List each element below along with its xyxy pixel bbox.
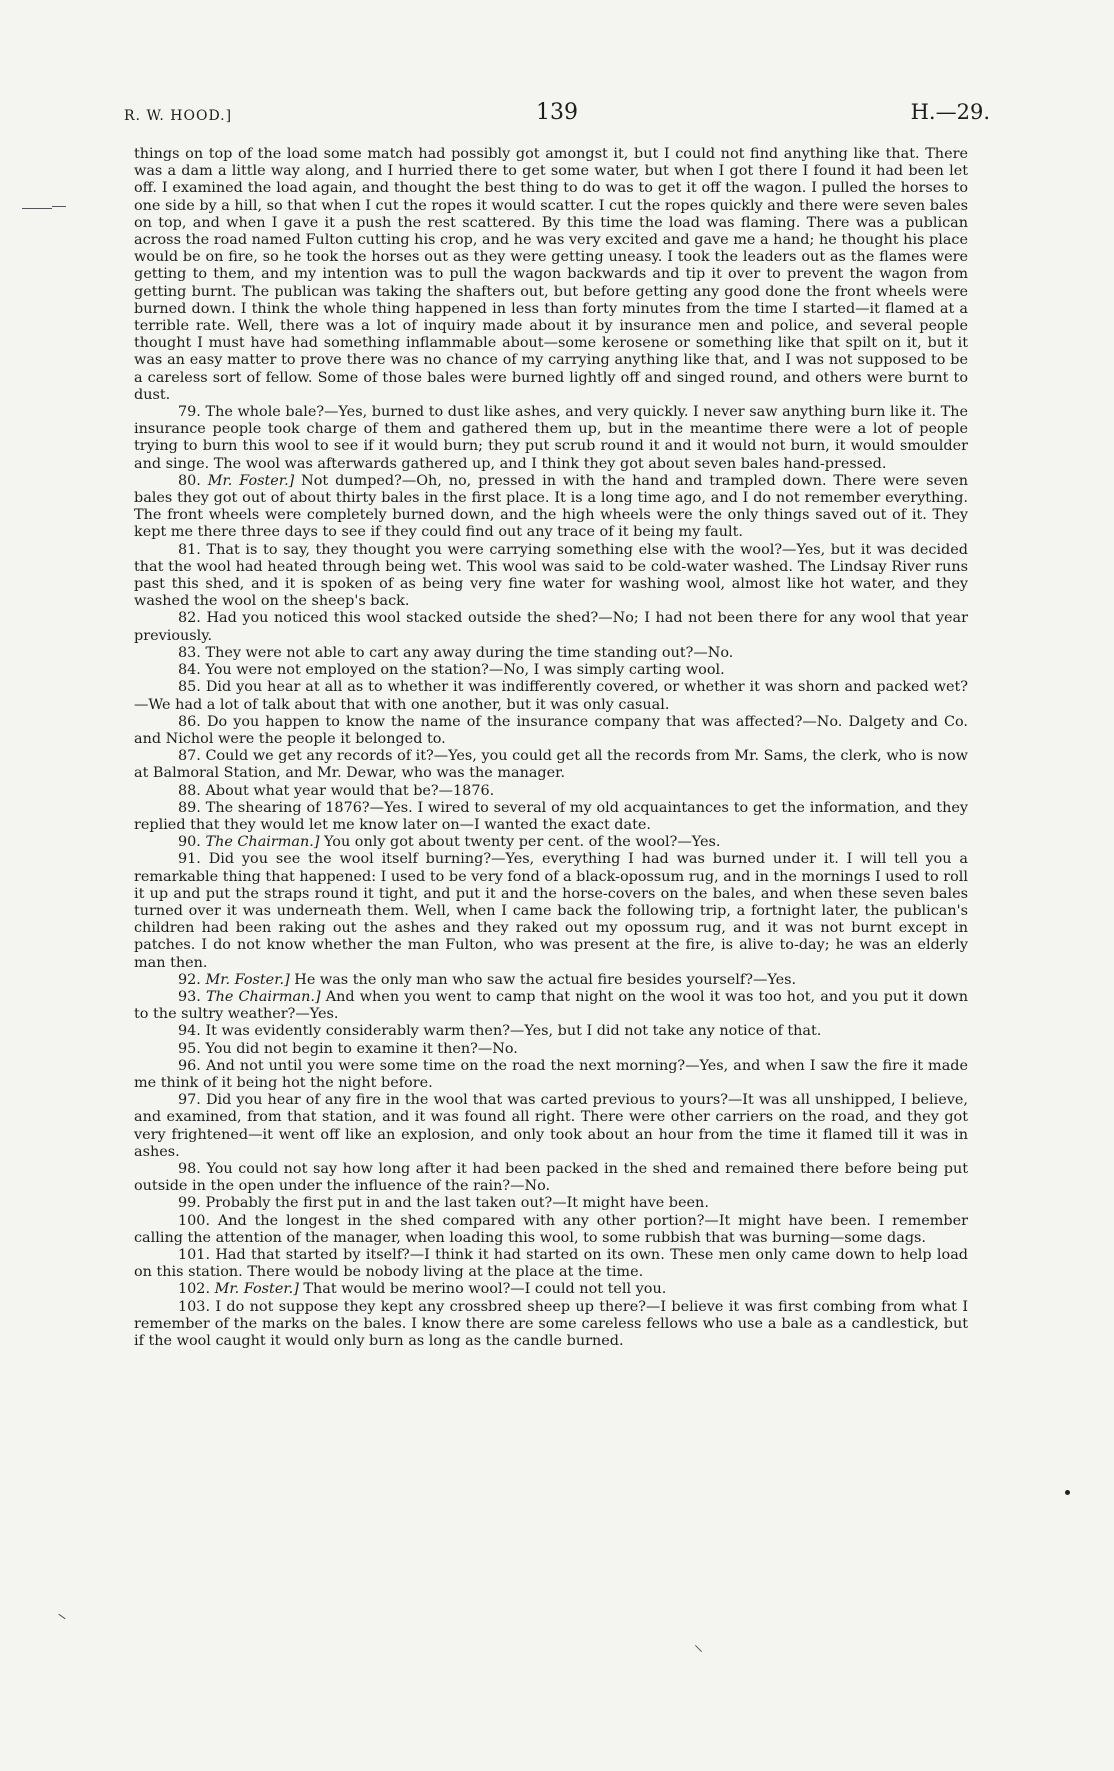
- opening-paragraph: things on top of the load some match had possibly got amongst it, but I could not find anything like that. There was a dam a little way along, and I hurried there to get some water, but when I got there I found it had been let off. I examined the load again, and thought the best thing to do was to get it off the wagon. I pulled the horses to one side by a hill, so that when I cut the ropes it would scatter. I cut the ropes quickly and there were seven bales on top, and when I gave it a push the rest scattered. By this time the load was flaming. There was a publican across the road named Fulton cutting his crop, and he was very excited and gave me a hand; he thought his place would be on fire, so he took the horses out as they were getting uneasy. I took the leaders out as the flames were getting to them, and my intention was to pull the wagon backwards and tip it over to prevent the wagon from getting burnt. The publican was taking the shafters out, but before getting any good done the front wheels were burned down. I think the whole thing happened in less than forty minutes from the time I started—it flamed at a terrible rate. Well, there was a lot of inquiry made about it by insurance men and police, and several people thought I must have had something inflammable about—some kerosene or something like that spilt on it, but it was an easy matter to prove there was no chance of my carrying anything like that, and I was not supposed to be a careless sort of fellow. Some of those bales were burned lightly off and singed round, and others were burnt to dust.: [134, 146, 968, 403]
- question-paragraph: [134, 714, 968, 748]
- speaker-label: Mr. Foster.]: [207, 472, 295, 489]
- question-number: 95.: [178, 1040, 201, 1057]
- question-number: 80.: [178, 472, 201, 489]
- question-paragraph: [134, 851, 968, 971]
- question-number: 90.: [178, 834, 201, 851]
- question-text: You could not say how long after it had been packed in the shed and remained there before being put outside in the open under the influence of the rain?—No.: [134, 1160, 968, 1195]
- speaker-label: Mr. Foster.]: [205, 971, 290, 988]
- question-number: 94.: [178, 1023, 201, 1040]
- question-paragraph: [134, 1281, 968, 1298]
- margin-mark: [22, 208, 52, 209]
- question-paragraph: [134, 679, 968, 713]
- question-number: 82.: [178, 610, 201, 627]
- question-paragraph: [134, 1299, 968, 1351]
- question-text: The shearing of 1876?—Yes. I wired to several of my old acquaintances to get the information, and they replied that they would let me know later on—I wanted the exact date.: [134, 799, 968, 833]
- question-paragraph: [134, 989, 968, 1023]
- margin-mark: [52, 206, 66, 207]
- question-number: 79.: [178, 404, 201, 421]
- question-text: About what year would that be?—1876.: [205, 782, 495, 799]
- question-text: Did you hear at all as to whether it was indifferently covered, or whether it was shorn and packed wet?—We had a lot of talk about that with one another, but it was only casual.: [134, 679, 968, 713]
- question-number: 98.: [178, 1160, 201, 1177]
- question-number: 89.: [178, 799, 201, 816]
- question-number: 85.: [178, 679, 201, 696]
- question-text: I do not suppose they kept any crossbred sheep up there?—I believe it was first combing from what I remember of the marks on the bales. I know there are some careless fellows who use a bale as a candlestick, but if the wool caught it would only burn as long as the candle burned.: [134, 1298, 968, 1350]
- question-number: 91.: [178, 851, 201, 868]
- question-paragraph: [134, 834, 968, 851]
- page-number: 139: [536, 100, 578, 125]
- question-text: And when you went to camp that night on the wool it was too hot, and you put it down to the sultry weather?—Yes.: [134, 988, 968, 1023]
- question-paragraph: [134, 800, 968, 834]
- question-number: 83.: [178, 644, 201, 661]
- question-text: You only got about twenty per cent. of the wool?—Yes.: [324, 834, 721, 851]
- question-number: 100.: [178, 1212, 211, 1229]
- question-number: 99.: [178, 1195, 201, 1212]
- question-text: Did you see the wool itself burning?—Yes, everything I had was burned under it. I will tell you a remarkable thing that happened: I used to be very fond of a black-opossum rug, and in the mornings I used to roll it up and put the straps round it tight, and put it and the horse-covers on the bales, and when these seven bales turned over it was underneath them. Well, when I came back the following trip, a fortnight later, the publican's children had been raking out the ashes and they raked out my opossum rug, and it was not burnt except in patches. I do not know whether the man Fulton, who was present at the fire, is alive to-day; he was an elderly man then.: [134, 851, 968, 971]
- question-text: That would be merino wool?—I could not tell you.: [303, 1281, 667, 1298]
- question-text: Had that started by itself?—I think it had started on its own. These men only came down to help load on this station. There would be nobody living at the place at the time.: [134, 1247, 968, 1281]
- question-paragraph: [134, 1247, 968, 1281]
- question-text: And the longest in the shed compared with any other portion?—It might have been. I remember calling the attention of the manager, when loading this wool, to some rubbish that was burning—some dags.: [134, 1212, 968, 1246]
- question-number: 93.: [178, 988, 201, 1005]
- question-paragraph: [134, 1092, 968, 1161]
- question-paragraph: [134, 1195, 968, 1212]
- page-header: [124, 100, 990, 130]
- question-number: 96.: [178, 1057, 201, 1074]
- question-text: Did you hear of any fire in the wool that was carted previous to yours?—It was all unshipped, I believe, and examined, from that station, and it was found all right. There were other carriers on the road, and they got very frightened—it went off like an explosion, and only took about an hour from the time it flamed till it was in ashes.: [134, 1092, 968, 1160]
- question-text: Probably the first put in and the last taken out?—It might have been.: [205, 1195, 709, 1212]
- question-text: That is to say, they thought you were carrying something else with the wool?—Yes, but it was decided that the wool had heated through being wet. This wool was said to be cold-water washed. The Lindsay River runs past this shed, and it is spoken of as being very fine water for washing wool, almost like hot water, and they washed the wool on the sheep's back.: [134, 541, 969, 610]
- question-paragraph: [134, 542, 968, 611]
- witness-name: R. W. HOOD.]: [124, 108, 233, 124]
- testimony-body: [134, 146, 968, 1350]
- question-number: 88.: [178, 782, 201, 799]
- question-number: 84.: [178, 662, 201, 679]
- question-number: 101.: [178, 1247, 211, 1263]
- question-paragraph: [134, 645, 968, 662]
- page-tick-mark: [695, 1645, 702, 1652]
- question-number: 86.: [178, 713, 201, 730]
- question-number: 103.: [178, 1298, 211, 1315]
- question-number: 92.: [178, 971, 201, 988]
- question-paragraph: [134, 1023, 968, 1040]
- document-reference: H.—29.: [910, 100, 990, 124]
- question-text: Do you happen to know the name of the insurance company that was affected?—No. Dalgety and Co. and Nichol were the people it belonged to.: [134, 713, 968, 747]
- question-number: 97.: [178, 1092, 201, 1109]
- question-number: 81.: [178, 541, 201, 558]
- question-paragraph: [134, 662, 968, 679]
- question-paragraph: [134, 748, 968, 782]
- speaker-label: The Chairman.]: [205, 834, 320, 851]
- question-text: Not dumped?—Oh, no, pressed in with the hand and trampled down. There were seven bales they got out of about thirty bales in the first place. It is a long time ago, and I do not remember everything. The front wheels were completely burned down, and the high wheels were the only things saved out of it. They kept me there three days to see if they could find out any trace of it being my fault.: [134, 472, 968, 541]
- question-text: Had you noticed this wool stacked outside the shed?—No; I had not been there for any wool that year previously.: [134, 610, 968, 644]
- question-number: 102.: [178, 1281, 211, 1298]
- question-text: You did not begin to examine it then?—No.: [205, 1040, 518, 1057]
- speaker-label: Mr. Foster.]: [214, 1281, 299, 1298]
- question-paragraph: [134, 1161, 968, 1195]
- question-text: The whole bale?—Yes, burned to dust like ashes, and very quickly. I never saw anything burn like it. The insurance people took charge of them and gathered them up, but in the meantime there were a lot of people trying to burn this wool to see if it would burn; they put scrub round it and it would not burn, it would smoulder and singe. The wool was afterwards gathered up, and I think they got about seven bales hand-pressed.: [134, 404, 968, 472]
- margin-mark: [58, 1614, 65, 1619]
- question-paragraph: [134, 1213, 968, 1247]
- question-paragraph: [134, 1041, 968, 1058]
- question-number: 87.: [178, 748, 201, 765]
- question-text: You were not employed on the station?—No, I was simply carting wool.: [205, 662, 725, 679]
- question-paragraph: [134, 404, 968, 473]
- question-text: They were not able to cart any away during the time standing out?—No.: [205, 644, 734, 661]
- question-text: It was evidently considerably warm then?—Yes, but I did not take any notice of that.: [205, 1023, 822, 1040]
- margin-dot: [1065, 1490, 1070, 1495]
- question-paragraph: [134, 1058, 968, 1092]
- question-paragraph: [134, 783, 968, 800]
- speaker-label: The Chairman.]: [206, 988, 321, 1005]
- question-paragraph: [134, 473, 968, 542]
- question-paragraph: [134, 972, 968, 989]
- question-text: He was the only man who saw the actual fire besides yourself?—Yes.: [294, 971, 797, 988]
- question-paragraph: [134, 610, 968, 644]
- question-text: And not until you were some time on the road the next morning?—Yes, and when I saw the fire it made me think of it being hot the night before.: [134, 1057, 968, 1091]
- question-text: Could we get any records of it?—Yes, you could get all the records from Mr. Sams, the clerk, who is now at Balmoral Station, and Mr. Dewar, who was the manager.: [134, 748, 968, 782]
